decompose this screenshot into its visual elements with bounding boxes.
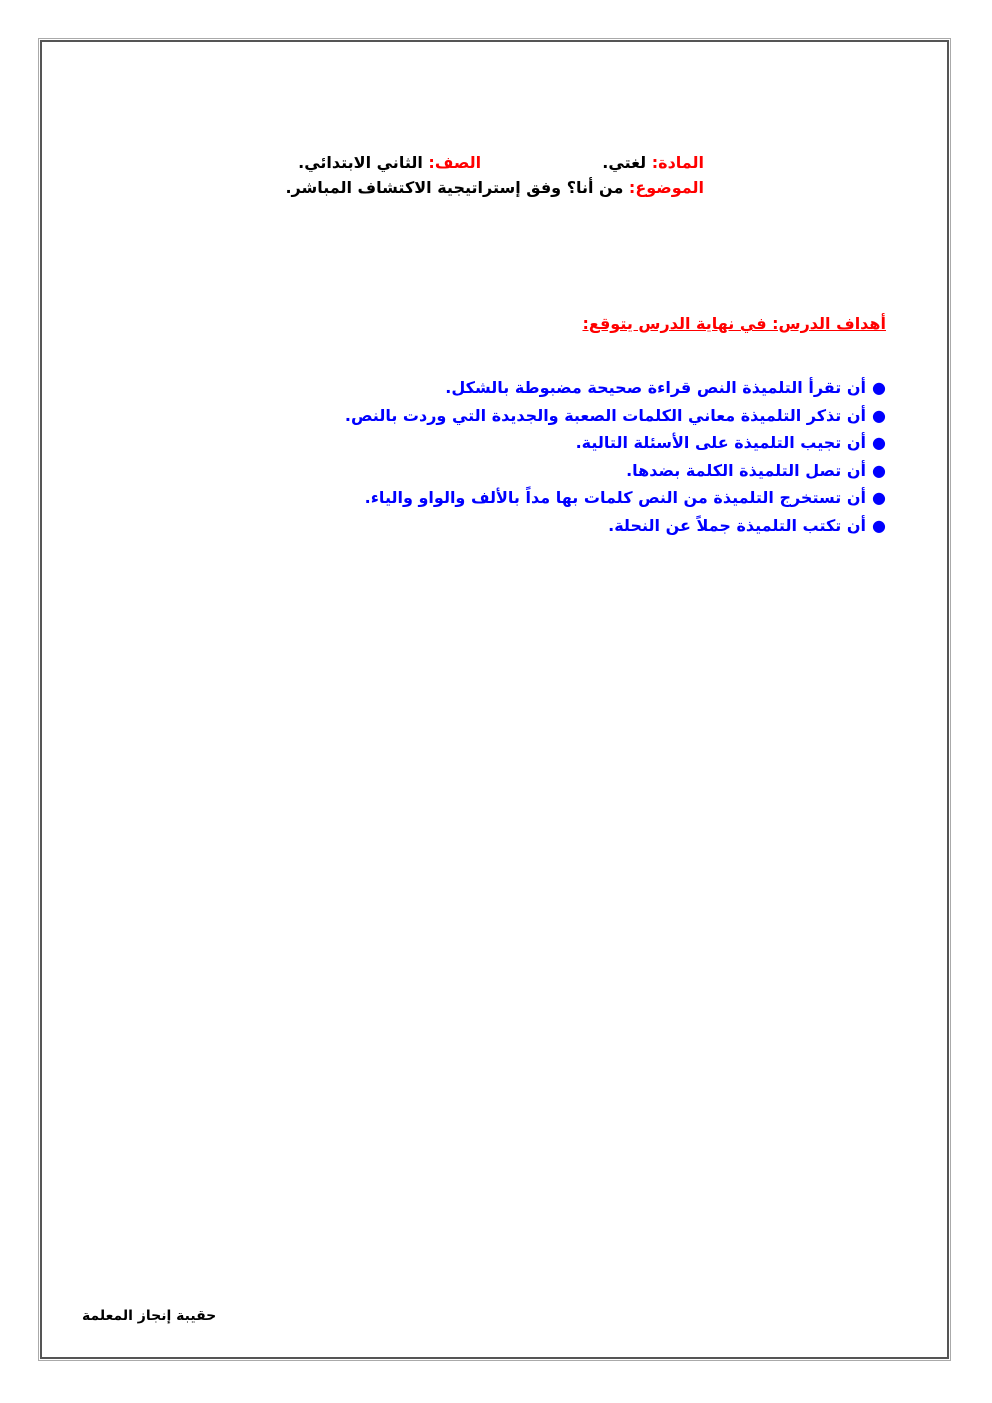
topic-value: من أنا؟ وفق إستراتيجية الاكتشاف المباشر. — [285, 178, 624, 197]
objectives-list — [306, 374, 886, 539]
bullet-icon: ● — [872, 488, 886, 507]
list-item — [306, 429, 886, 457]
list-item — [306, 402, 886, 430]
bullet-icon: ● — [872, 515, 886, 535]
topic-line — [284, 175, 704, 200]
subject-grade-line — [284, 150, 704, 175]
bullet-icon: ● — [872, 405, 886, 425]
objective-text: أن تستخرج التلميذة من النص كلمات بها مداً بالألف والواو والياء. — [364, 488, 866, 507]
objective-text: أن تذكر التلميذة معاني الكلمات الصعبة والجديدة التي وردت بالنص. — [344, 405, 866, 425]
list-item — [306, 512, 886, 540]
grade-value: الثاني الابتدائي. — [298, 153, 423, 172]
page-border — [40, 40, 949, 1359]
list-item — [306, 457, 886, 485]
objectives-heading: أهداف الدرس: في نهاية الدرس يتوقع: — [582, 314, 886, 333]
lesson-header — [284, 150, 704, 200]
objective-text: أن تكتب التلميذة جملاً عن النحلة. — [608, 515, 866, 535]
subject-value: لغتي. — [602, 153, 647, 172]
objective-text: أن تجيب التلميذة على الأسئلة التالية. — [575, 433, 866, 452]
bullet-icon: ● — [872, 433, 886, 452]
list-item — [306, 484, 886, 512]
topic-label: الموضوع: — [628, 178, 704, 197]
objective-text: أن تصل التلميذة الكلمة بضدها. — [626, 460, 866, 480]
grade-label: الصف: — [428, 153, 482, 172]
list-item — [306, 374, 886, 402]
footer-text: حقيبة إنجاز المعلمة — [82, 1308, 217, 1324]
subject-label: المادة: — [651, 153, 704, 172]
bullet-icon: ● — [872, 378, 886, 397]
objective-text: أن تقرأ التلميذة النص قراءة صحيحة مضبوطة بالشكل. — [445, 378, 866, 397]
bullet-icon: ● — [872, 460, 886, 480]
